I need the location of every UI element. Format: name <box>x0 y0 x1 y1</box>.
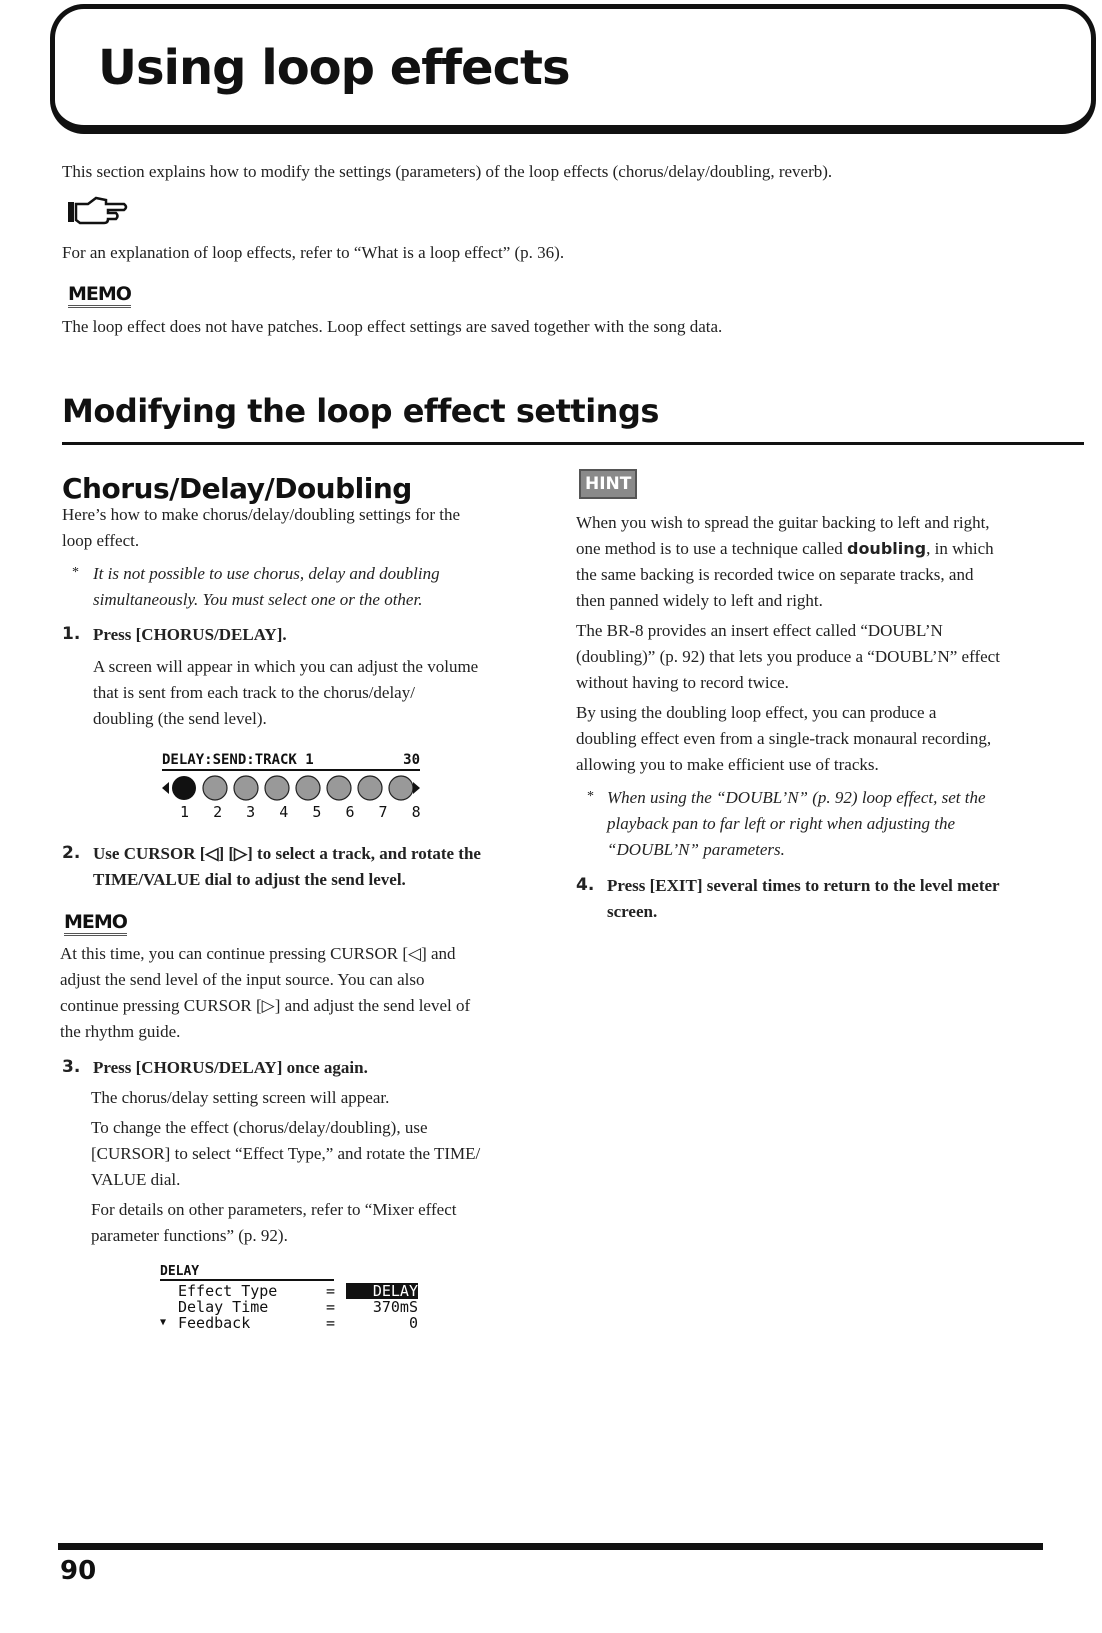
lcd2-row-sep: = <box>326 1314 336 1332</box>
step-3-line-1: The chorus/delay setting screen will appear. <box>91 1088 390 1107</box>
ref-text: For an explanation of loop effects, refer to “What is a loop effect” (p. 36). <box>62 243 565 262</box>
lcd2-row-value: 370mS <box>372 1298 418 1316</box>
step-4-number: 4. <box>576 875 595 895</box>
step-3-line-4: VALUE dial. <box>91 1170 181 1189</box>
lcd2-header: DELAY <box>160 1264 334 1281</box>
section-rule <box>62 442 1084 445</box>
keyword-doubling: doubling <box>846 539 927 558</box>
track-knobs <box>162 773 420 803</box>
step-3-title: Press [CHORUS/DELAY] once again. <box>93 1058 368 1077</box>
step-3-number: 3. <box>62 1057 81 1077</box>
memo-line-3a: continue pressing CURSOR [ <box>60 996 262 1015</box>
hint-p2-line-1: The BR-8 provides an insert effect called “DOUBL’N <box>576 621 943 640</box>
step-3-line-5: For details on other parameters, refer to “Mixer effect <box>91 1200 457 1219</box>
footer-rule <box>58 1543 1043 1550</box>
step-1-line-3: doubling (the send level). <box>93 709 267 728</box>
lcd2-row-effect-type <box>160 1283 418 1299</box>
memo-line-3 <box>60 993 470 1019</box>
section-heading: Modifying the loop effect settings <box>62 392 659 430</box>
lcd2-row-label: Feedback <box>178 1314 251 1332</box>
lcd-header: DELAY:SEND:TRACK 1 <box>162 752 314 768</box>
lcd2-row-feedback <box>160 1315 418 1331</box>
cursor-right-icon: ▷ <box>261 996 275 1015</box>
hint-p2-line-3: without having to record twice. <box>576 673 789 692</box>
hint-p3-line-1: By using the doubling loop effect, you can produce a <box>576 703 937 722</box>
step-2-text-c: ] to select a track, and rotate the <box>247 844 481 863</box>
scroll-down-icon: ▼ <box>160 1317 167 1328</box>
right-note-line-3: “DOUBL’N” parameters. <box>607 840 785 859</box>
step-2-number: 2. <box>62 843 81 863</box>
step-2-text-a: Use CURSOR [ <box>93 844 206 863</box>
memo-line-1b: ] and <box>421 944 456 963</box>
hint-p3-line-2: doubling effect even from a single-track monaural recording, <box>576 729 992 748</box>
cursor-right-icon: ▷ <box>234 844 248 863</box>
hint-icon: HINT <box>579 469 637 499</box>
hint-line-2 <box>576 536 994 562</box>
step-1-title: Press [CHORUS/DELAY]. <box>93 625 287 644</box>
pointing-hand-icon <box>66 194 130 228</box>
step-2-text-b: ] [ <box>218 844 235 863</box>
step-3-line-3: [CURSOR] to select “Effect Type,” and rotate the TIME/ <box>91 1144 481 1163</box>
hint-p2-line-2: (doubling)” (p. 92) that lets you produce a “DOUBL’N” effect <box>576 647 1000 666</box>
memo-line-4: the rhythm guide. <box>60 1022 181 1041</box>
hint-line-2c: , in which <box>926 539 994 558</box>
step-4-title-line-1: Press [EXIT] several times to return to the level meter <box>607 876 1000 895</box>
step-1-line-1: A screen will appear in which you can adjust the volume <box>93 657 479 676</box>
step-1-number: 1. <box>62 624 81 644</box>
memo-line-3b: ] and adjust the send level of <box>274 996 471 1015</box>
right-note-star: * <box>587 789 594 804</box>
lcd-send-screen <box>162 752 423 821</box>
page-title: Using loop effects <box>98 40 570 96</box>
lcd2-row-value: DELAY <box>346 1283 418 1299</box>
intro-text: This section explains how to modify the settings (parameters) of the loop effects (chorus/delay/doubling, reverb). <box>62 162 833 181</box>
note-star: * <box>72 565 79 580</box>
step-4-title-line-2: screen. <box>607 902 658 921</box>
lcd2-row-delay-time <box>160 1299 418 1315</box>
lcd2-row-label: Effect Type <box>178 1282 278 1300</box>
cursor-left-icon: ◁ <box>205 844 219 863</box>
track-numbers: 1 2 3 4 5 6 7 8 <box>180 803 423 821</box>
lcd2-row-sep: = <box>326 1282 336 1300</box>
step-3-line-6: parameter functions” (p. 92). <box>91 1226 288 1245</box>
step-2-title-line-2: TIME/VALUE dial to adjust the send level. <box>93 870 406 889</box>
step-1-line-2: that is sent from each track to the chorus/delay/ <box>93 683 415 702</box>
page-number: 90 <box>60 1556 97 1586</box>
memo-icon: MEMO <box>68 283 131 308</box>
memo-line-2: adjust the send level of the input source. You can also <box>60 970 425 989</box>
hint-line-1: When you wish to spread the guitar backing to left and right, <box>576 513 990 532</box>
lcd2-row-label: Delay Time <box>178 1298 269 1316</box>
step-3-line-2: To change the effect (chorus/delay/doubling), use <box>91 1118 428 1137</box>
hint-line-2a: one method is to use a technique called <box>576 539 843 558</box>
hint-line-4: then panned widely to left and right. <box>576 591 823 610</box>
right-note-line-1: When using the “DOUBL’N” (p. 92) loop effect, set the <box>607 788 986 807</box>
hint-line-3: the same backing is recorded twice on separate tracks, and <box>576 565 974 584</box>
lcd2-row-value: 0 <box>408 1314 418 1332</box>
cursor-left-icon: ◁ <box>408 944 422 963</box>
lcd-delay-screen <box>160 1264 418 1331</box>
memo-line-1 <box>60 941 456 967</box>
note-line-2: simultaneously. You must select one or the other. <box>93 590 423 609</box>
memo-icon-2: MEMO <box>64 911 127 936</box>
right-note-line-2: playback pan to far left or right when adjusting the <box>607 814 956 833</box>
lcd2-row-sep: = <box>326 1298 336 1316</box>
lcd-value: 30 <box>403 752 420 768</box>
memo-line-1a: At this time, you can continue pressing CURSOR [ <box>60 944 409 963</box>
lead-line-1: Here’s how to make chorus/delay/doubling settings for the <box>62 505 460 524</box>
hint-p3-line-3: allowing you to make efficient use of tracks. <box>576 755 879 774</box>
note-line-1: It is not possible to use chorus, delay and doubling <box>93 564 440 583</box>
step-2-title-line-1 <box>93 841 481 867</box>
memo-text: The loop effect does not have patches. Loop effect settings are saved together with the song data. <box>62 317 723 336</box>
subsection-heading: Chorus/Delay/Doubling <box>62 472 412 505</box>
lead-line-2: loop effect. <box>62 531 140 550</box>
